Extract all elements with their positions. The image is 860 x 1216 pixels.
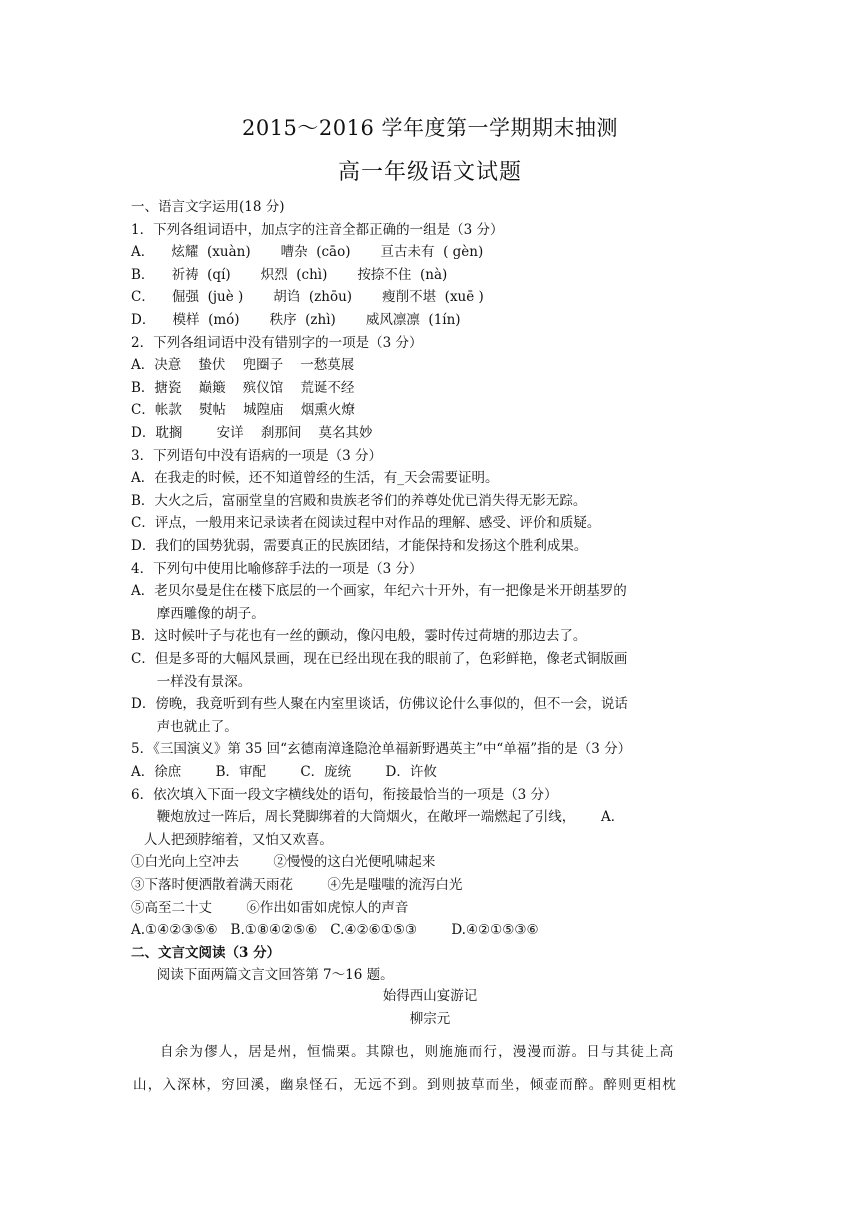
text-line: D．耽搁 安详 刹那间 莫名其妙 <box>131 425 373 441</box>
text-line: C． 倔强 (juè ) 胡诌 (zhōu) 瘦削不堪 (xuē ) <box>131 289 484 306</box>
text-line: B．搪瓷 巅簸 殡仪馆 荒诞不经 <box>131 379 355 396</box>
prose-line: 自余为僇人，居是州，恒惴栗。其隙也，则施施而行，漫漫而游。日与其徒上高 <box>160 1044 675 1060</box>
text-line: C．但是多哥的大幅风景画，现在已经出现在我的眼前了，色彩鲜艳，像老式铜版画 <box>131 651 628 667</box>
text-line: C．评点，一般用来记录读者在阅读过程中对作品的理解、感受、评价和质疑。 <box>131 515 601 532</box>
text-line: B．这时候叶子与花也有一丝的颤动，像闪电般，霎时传过荷塘的那边去了。 <box>131 628 587 645</box>
exam-subtitle: 高一年级语文试题 <box>337 160 522 185</box>
text-line: 1．下列各组词语中，加点字的注音全都正确的一组是（3 分） <box>131 221 504 238</box>
essay-title: 始得西山宴游记 <box>382 988 478 1004</box>
text-line: 4．下列句中使用比喻修辞手法的一项是（3 分） <box>131 560 423 577</box>
text-line: 人人把颈脖缩着，又怕又欢喜。 <box>131 831 333 848</box>
text-line: A．决意 蛰伏 兜圈子 一愁莫展 <box>131 357 355 374</box>
text-line: C．帐款 熨帖 城隍庙 烟熏火燎 <box>131 402 355 419</box>
text-line: 摩西雕像的胡子。 <box>131 605 265 622</box>
text-line: A．老贝尔曼是住在楼下底层的一个画家，年纪六十开外，有一把像是米开朗基罗的 <box>131 583 627 600</box>
text-line: B．大火之后，富丽堂皇的宫殿和贵族老爷们的养尊处优已消失得无影无踪。 <box>131 492 587 509</box>
text-line: 6．依次填入下面一段文字横线处的语句，衔接最恰当的一项是（3 分） <box>131 786 558 803</box>
text-line: 5．《三国演义》第 35 回“玄德南漳逢隐沧单福新野遇英主”中“单福”指的是（3 分） <box>131 741 632 758</box>
text-line: D．傍晚，我竟听到有些人聚在内室里谈话，仿佛议论什么事似的，但不一会，说话 <box>131 696 628 713</box>
text-line: 二、文言文阅读（3 分） <box>131 944 281 961</box>
essay-author: 柳宗元 <box>409 1011 451 1027</box>
prose-line: 山，入深林，穷回溪，幽泉怪石，无远不到。到则披草而坐，倾壶而醉。醉则更相枕 <box>133 1077 677 1093</box>
text-line: D．我们的国势犹弱，需要真正的民族团结，才能保持和发扬这个胜利成果。 <box>131 538 588 554</box>
exam-title: 2015～2016 学年度第一学期期末抽测 <box>241 116 619 140</box>
text-line: ⑤高至二十丈 ⑥作出如雷如虎惊人的声音 <box>131 899 409 916</box>
text-line: 鞭炮放过一阵后，周长凳脚绑着的大筒烟火，在敞坪一端燃起了引线， A． <box>131 809 625 826</box>
text-line: A．徐庶 B．审配 C．庞统 D．许攸 <box>131 764 437 780</box>
text-line: ①白光向上空冲去 ②慢慢的这白光便吼啸起来 <box>131 854 436 871</box>
text-line: D． 模样 (mó) 秩序 (zhì) 威风凛凛 (1ín) <box>131 312 461 328</box>
text-line: ③下落时便洒散着满天雨花 ④先是嗤嗤的流泻白光 <box>131 877 463 893</box>
text-line: A．在我走的时候，还不知道曾经的生活，有_天会需要证明。 <box>131 470 499 487</box>
text-line: 声也就止了。 <box>131 718 238 735</box>
text-line: 3．下列语句中没有语病的一项是（3 分） <box>131 447 382 464</box>
text-line: A.①④②③⑤⑥ B.①⑧④②⑤⑥ C.④②⑥①⑤③ D.④②①⑤③⑥ <box>131 922 539 939</box>
text-line: A． 炫耀 (xuàn) 嘈杂 (cāo) 亘古未有 ( gèn) <box>131 244 484 261</box>
text-line: 一样没有景深。 <box>131 673 252 690</box>
text-line: B． 祈祷 (qí) 炽烈 (chì) 按捺不住 (nà) <box>131 266 448 283</box>
text-line: 一、语言文字运用(18 分) <box>131 199 285 215</box>
text-line: 阅读下面两篇文言文回答第 7～16 题。 <box>131 967 394 984</box>
text-line: 2．下列各组词语中没有错别字的一项是（3 分） <box>131 334 423 351</box>
